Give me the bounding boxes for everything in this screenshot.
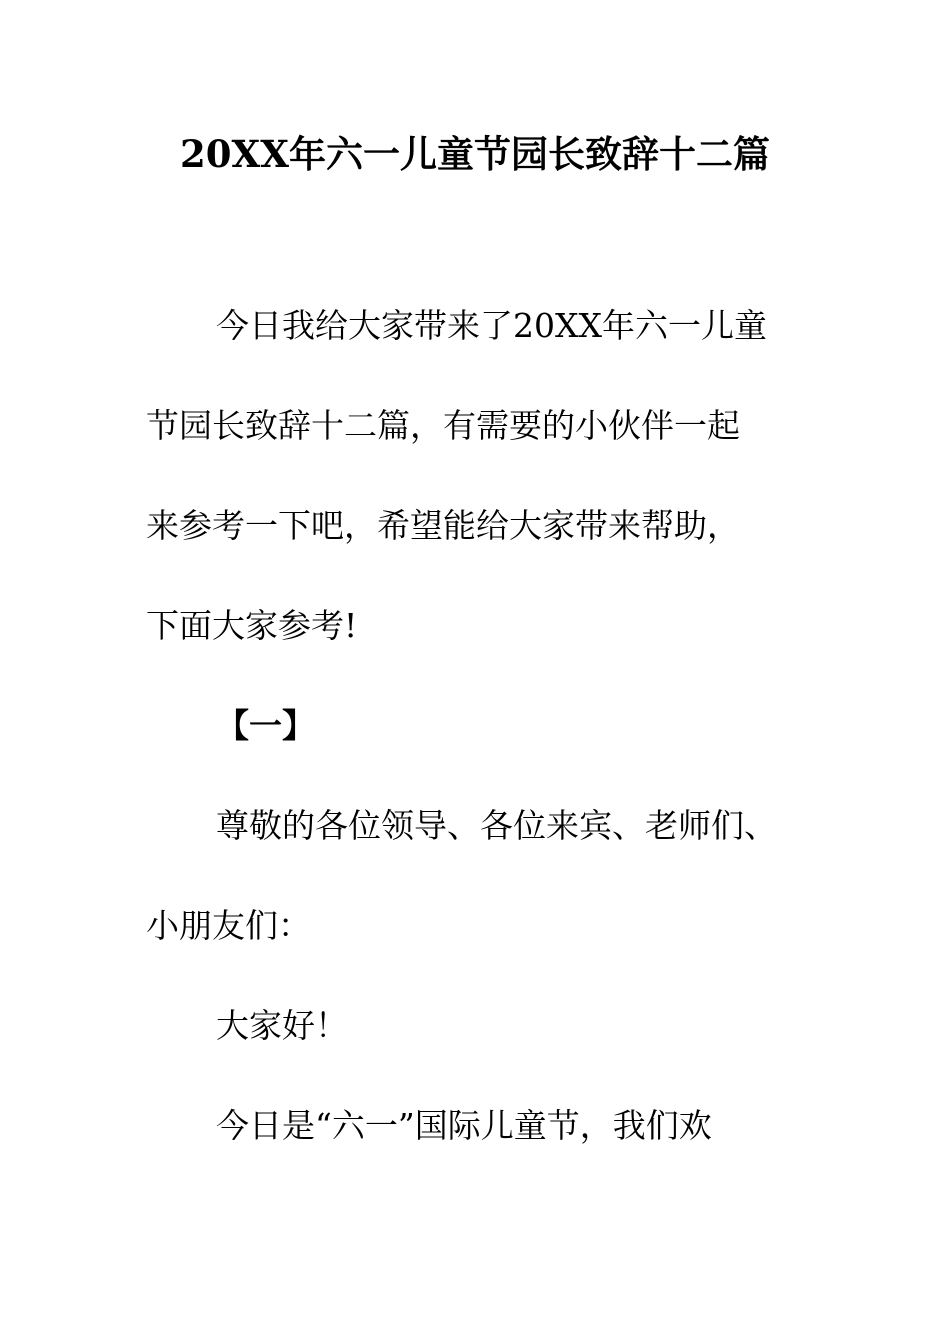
paragraph-line-4: 下面大家参考!	[146, 606, 358, 645]
document-title: 20XX年六一儿童节园长致辞十二篇	[180, 132, 770, 176]
section-heading: 【一】	[216, 706, 315, 745]
body-line-1: 今日是“六一”国际儿童节，我们欢	[216, 1106, 712, 1145]
paragraph-line-2: 节园长致辞十二篇，有需要的小伙伴一起	[146, 406, 740, 445]
paragraph-line-1: 今日我给大家带来了20XX年六一儿童	[216, 306, 767, 345]
salutation-line-2: 小朋友们：	[146, 906, 311, 945]
salutation-line-1: 尊敬的各位领导、各位来宾、老师们、	[216, 806, 777, 845]
paragraph-line-3: 来参考一下吧，希望能给大家带来帮助，	[146, 506, 740, 545]
greeting-line: 大家好！	[216, 1006, 348, 1045]
